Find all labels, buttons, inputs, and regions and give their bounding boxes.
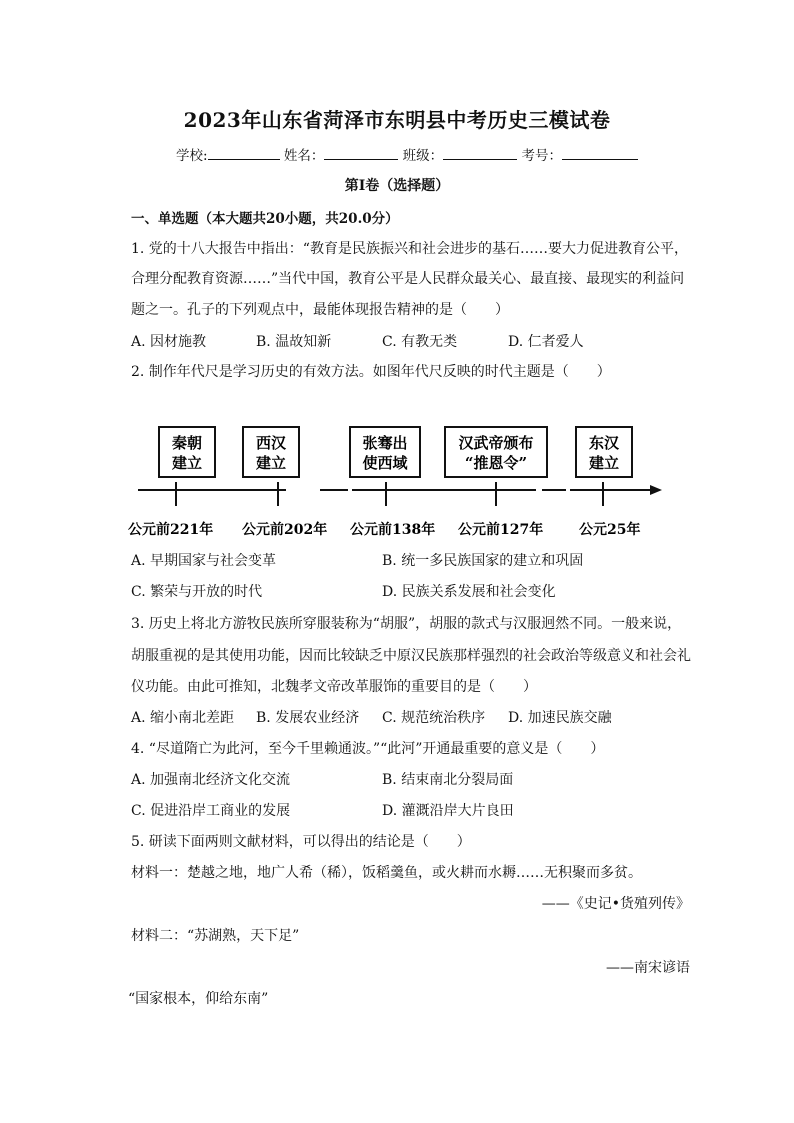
event-3-date: 公元前138年: [350, 522, 436, 538]
event-1-date: 公元前221年: [128, 522, 214, 538]
q5-quote3: “国家根本，仰给东南”: [128, 991, 269, 1007]
q2-option-b[interactable]: B. 统一多民族国家的建立和巩固: [382, 553, 584, 569]
q3-option-d[interactable]: D. 加速民族交融: [508, 710, 612, 726]
student-info-row: [176, 144, 638, 164]
q1-line2: 合理分配教育资源……”当代中国，教育公平是人民群众最关心、最直接、最现实的利益问: [131, 271, 685, 287]
q5-line1: 5. 研读下面两则文献材料，可以得出的结论是（ ）: [131, 834, 471, 850]
event-2-text-2: 建立: [255, 454, 287, 472]
q4-option-b[interactable]: B. 结束南北分裂局面: [382, 772, 514, 788]
q4-line1: 4. “尽道隋亡为此河，至今千里赖通波。”“此河”开通最重要的意义是（ ）: [131, 741, 605, 757]
q3-line3: 仪功能。由此可推知，北魏孝文帝改革服饰的重要目的是（ ）: [131, 679, 537, 695]
event-2-text-1: 西汉: [255, 434, 287, 452]
q3-option-a[interactable]: A. 缩小南北差距: [131, 710, 235, 726]
q1-option-b[interactable]: B. 温故知新: [256, 334, 332, 350]
q2-option-d[interactable]: D. 民族关系发展和社会变化: [382, 584, 556, 600]
q3-line1: 3. 历史上将北方游牧民族所穿服装称为“胡服”，胡服的款式与汉服迥然不同。一般来说，: [131, 616, 682, 632]
class-label: 班级：: [402, 148, 444, 164]
event-4-text-1: 汉武帝颁布: [458, 434, 534, 452]
exam-no-label: 考号：: [521, 148, 562, 164]
q2-line1: 2. 制作年代尺是学习历史的有效方法。如图年代尺反映的时代主题是（ ）: [131, 364, 611, 380]
event-2-date: 公元前202年: [242, 522, 328, 538]
q3-option-c[interactable]: C. 规范统治秩序: [382, 710, 486, 726]
event-1-text-2: 建立: [171, 454, 203, 472]
q4-option-c[interactable]: C. 促进沿岸工商业的发展: [131, 803, 291, 819]
q4-option-a[interactable]: A. 加强南北经济文化交流: [131, 772, 291, 788]
name-blank[interactable]: [324, 145, 398, 160]
class-blank[interactable]: [443, 145, 517, 160]
timeline-event-2: [242, 427, 327, 538]
part-title: 第I卷（选择题）: [344, 178, 450, 194]
event-3-text-2: 使西域: [362, 454, 408, 472]
event-1-text-1: 秦朝: [171, 434, 203, 452]
event-4-date: 公元前127年: [458, 522, 544, 538]
timeline-event-1: [128, 427, 215, 538]
exam-no-blank[interactable]: [562, 145, 638, 160]
event-5-text-2: 建立: [588, 454, 620, 472]
school-blank[interactable]: [208, 145, 280, 160]
event-5-date: 公元25年: [579, 522, 641, 538]
q1-option-a[interactable]: A. 因材施教: [131, 334, 207, 350]
q3-option-b[interactable]: B. 发展农业经济: [256, 710, 360, 726]
event-5-text-1: 东汉: [588, 434, 620, 452]
q3-line2: 胡服重视的是其使用功能，因而比较缺乏中原汉民族那样强烈的社会政治等级意义和社会礼: [131, 648, 691, 664]
event-4-text-2: “推恩令”: [464, 454, 528, 472]
section-title: 一、单选题（本大题共20小题，共20.0分）: [131, 211, 399, 227]
q5-material2: 材料二：“苏湖熟，天下足”: [131, 928, 300, 944]
event-3-text-1: 张骞出: [362, 434, 408, 452]
q5-source2: ——南宋谚语: [606, 960, 690, 976]
timeline-arrow-icon: [650, 485, 662, 495]
timeline-event-4: [445, 427, 547, 538]
timeline-event-3: [350, 427, 435, 538]
q1-option-c[interactable]: C. 有教无类: [382, 334, 458, 350]
q1-line3: 题之一。孔子的下列观点中，最能体现报告精神的是（ ）: [131, 302, 509, 318]
q5-material1: 材料一：楚越之地，地广人希（稀），饭稻羹鱼，或火耕而水耨……无积聚而多贫。: [131, 865, 642, 881]
q5-source1: ——《史记•货殖列传》: [541, 896, 690, 912]
q4-option-d[interactable]: D. 灌溉沿岸大片良田: [382, 803, 514, 819]
school-label: 学校:: [176, 148, 208, 164]
q2-option-a[interactable]: A. 早期国家与社会变革: [131, 553, 277, 569]
timeline-figure: [128, 410, 688, 545]
q1-line1: 1. 党的十八大报告中指出：“教育是民族振兴和社会进步的基石……要大力促进教育公平，: [131, 241, 688, 257]
q1-option-d[interactable]: D. 仁者爱人: [508, 334, 584, 350]
name-label: 姓名：: [283, 148, 325, 164]
page-title: 2023年山东省菏泽市东明县中考历史三模试卷: [183, 108, 611, 132]
timeline-event-5: [576, 427, 640, 538]
q2-option-c[interactable]: C. 繁荣与开放的时代: [131, 584, 263, 600]
